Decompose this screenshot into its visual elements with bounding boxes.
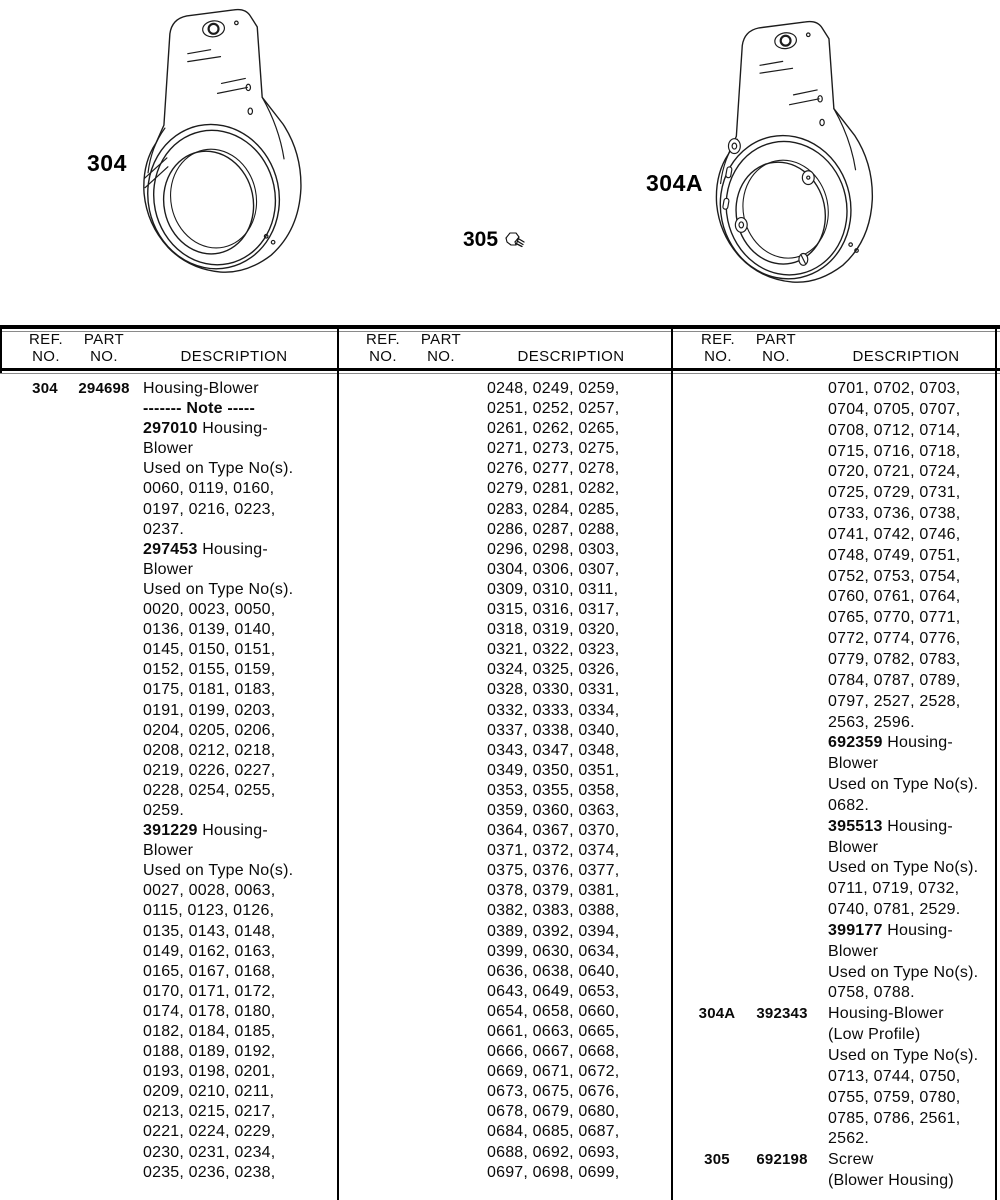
description-cell: 0673, 0675, 0676, <box>487 1083 620 1101</box>
description-cell: 0219, 0226, 0227, <box>143 761 276 779</box>
description-cell: Used on Type No(s). <box>828 1047 979 1064</box>
description-cell: 0711, 0719, 0732, <box>828 880 960 898</box>
parts-line <box>672 462 1000 483</box>
description-cell: Blower <box>828 755 879 773</box>
description-cell: Used on Type No(s). <box>143 460 294 478</box>
description-cell: 0304, 0306, 0307, <box>487 560 620 578</box>
parts-line <box>672 629 1000 650</box>
description-cell: 0170, 0171, 0172, <box>143 982 276 1000</box>
description-cell: 0725, 0729, 0731, <box>828 484 961 502</box>
parts-line <box>0 922 337 942</box>
description-cell: 0259. <box>143 801 185 819</box>
description-cell: 0328, 0330, 0331, <box>487 681 620 699</box>
parts-line <box>337 540 672 560</box>
parts-line <box>0 1062 337 1082</box>
description-cell: 0279, 0281, 0282, <box>487 480 620 498</box>
description-cell: 0283, 0284, 0285, <box>487 500 620 518</box>
description-cell: 399177 Housing- <box>828 921 953 939</box>
parts-line <box>672 587 1000 608</box>
parts-line <box>672 879 1000 900</box>
description-cell: 0165, 0167, 0168, <box>143 962 276 980</box>
description-cell: 0797, 2527, 2528, <box>828 692 961 710</box>
parts-line <box>337 439 672 459</box>
description-cell: 0758, 0788. <box>828 984 915 1002</box>
description-cell: 0378, 0379, 0381, <box>487 882 620 900</box>
description-cell: 0020, 0023, 0050, <box>143 601 276 619</box>
parts-line <box>672 838 1000 859</box>
parts-line <box>337 1143 672 1163</box>
description-cell: 0678, 0679, 0680, <box>487 1103 620 1121</box>
description-cell: 0213, 0215, 0217, <box>143 1103 276 1121</box>
description-cell: 0684, 0685, 0687, <box>487 1123 620 1141</box>
description-cell: Used on Type No(s). <box>143 862 294 880</box>
parts-line <box>0 560 337 580</box>
parts-line <box>337 741 672 761</box>
parts-line <box>672 692 1000 713</box>
description-cell: 0353, 0355, 0358, <box>487 781 620 799</box>
column-header-1 <box>0 325 335 371</box>
parts-line <box>672 421 1000 442</box>
description-cell: 0382, 0383, 0388, <box>487 902 620 920</box>
description-cell: 0060, 0119, 0160, <box>143 480 275 498</box>
description-cell: 0276, 0277, 0278, <box>487 460 620 478</box>
parts-line <box>0 962 337 982</box>
parts-line <box>337 761 672 781</box>
description-cell: 0755, 0759, 0780, <box>828 1088 961 1106</box>
parts-line <box>337 520 672 540</box>
description-cell: 0315, 0316, 0317, <box>487 601 620 619</box>
parts-line <box>337 1102 672 1122</box>
parts-line <box>672 1088 1000 1109</box>
ref-no-cell: 305 <box>704 1151 730 1169</box>
description-cell: 0733, 0736, 0738, <box>828 505 961 523</box>
parts-line <box>672 942 1000 963</box>
parts-line <box>672 525 1000 546</box>
description-cell: Blower <box>143 560 194 578</box>
parts-line <box>672 1046 1000 1067</box>
description-cell: 0248, 0249, 0259, <box>487 380 620 397</box>
ref-no-header: NO. <box>369 348 397 365</box>
description-cell: 0152, 0155, 0159, <box>143 661 276 679</box>
parts-line <box>337 660 672 680</box>
description-cell: 0145, 0150, 0151, <box>143 641 276 659</box>
parts-line <box>672 775 1000 796</box>
description-cell: 0688, 0692, 0693, <box>487 1143 620 1161</box>
parts-line <box>0 500 337 520</box>
description-cell: 0228, 0254, 0255, <box>143 781 276 799</box>
parts-line <box>0 841 337 861</box>
parts-line <box>0 379 337 399</box>
parts-line <box>337 620 672 640</box>
figure-label-305: 305 <box>463 228 499 251</box>
parts-line <box>337 881 672 901</box>
part-no-header: PART <box>420 331 462 348</box>
description-cell: 0321, 0322, 0323, <box>487 641 620 659</box>
description-cell: 0309, 0310, 0311, <box>487 580 619 598</box>
parts-line <box>672 1150 1000 1171</box>
description-cell: 0182, 0184, 0185, <box>143 1023 276 1040</box>
figure-label-304: 304 <box>87 150 127 176</box>
parts-line <box>672 1109 1000 1130</box>
parts-line <box>0 439 337 459</box>
description-cell: 0359, 0360, 0363, <box>487 801 620 819</box>
description-cell: 0136, 0139, 0140, <box>143 621 276 639</box>
parts-line <box>672 754 1000 775</box>
parts-line <box>337 1042 672 1062</box>
parts-line <box>337 379 672 399</box>
parts-line <box>0 942 337 962</box>
description-cell: 0324, 0325, 0326, <box>487 661 620 679</box>
parts-line <box>0 1122 337 1142</box>
description-cell: 0765, 0770, 0771, <box>828 609 961 627</box>
description-cell: Housing-Blower <box>828 1005 944 1023</box>
parts-line <box>0 1102 337 1122</box>
parts-line <box>337 1002 672 1022</box>
figure-label-304a: 304A <box>646 170 703 196</box>
description-cell: 0296, 0298, 0303, <box>487 540 620 558</box>
parts-line <box>337 982 672 1002</box>
description-cell: 0708, 0712, 0714, <box>828 421 961 439</box>
parts-line <box>337 841 672 861</box>
parts-line <box>672 983 1000 1004</box>
description-cell: 391229 Housing- <box>143 822 268 840</box>
description-cell: 2563, 2596. <box>828 713 915 731</box>
description-cell: 0209, 0210, 0211, <box>143 1083 275 1101</box>
parts-line <box>0 901 337 921</box>
parts-line <box>337 580 672 600</box>
description-cell: 0188, 0189, 0192, <box>143 1043 276 1061</box>
parts-line <box>0 1002 337 1022</box>
description-cell: Used on Type No(s). <box>828 859 979 877</box>
parts-line <box>0 399 337 419</box>
description-cell: 297453 Housing- <box>143 540 268 558</box>
description-header: DESCRIPTION <box>180 348 288 365</box>
part-no-header: NO. <box>427 348 455 365</box>
description-cell: 0772, 0774, 0776, <box>828 630 961 648</box>
description-cell: 0760, 0761, 0764, <box>828 588 961 606</box>
parts-line <box>337 399 672 419</box>
parts-line <box>672 650 1000 671</box>
description-cell: Used on Type No(s). <box>828 776 979 794</box>
parts-line <box>0 1082 337 1102</box>
parts-line <box>337 419 672 439</box>
description-cell: 0779, 0782, 0783, <box>828 650 961 668</box>
description-cell: 0643, 0649, 0653, <box>487 982 620 1000</box>
blower-housing-304-drawing <box>134 8 308 276</box>
description-cell: 0135, 0143, 0148, <box>143 922 276 940</box>
description-cell: 0748, 0749, 0751, <box>828 546 961 564</box>
description-cell: 0174, 0178, 0180, <box>143 1002 276 1020</box>
description-cell: 0286, 0287, 0288, <box>487 520 620 538</box>
parts-line <box>672 483 1000 504</box>
description-cell: 0399, 0630, 0634, <box>487 942 620 960</box>
parts-line <box>672 608 1000 629</box>
parts-line <box>0 680 337 700</box>
description-cell: 0701, 0702, 0703, <box>828 380 961 397</box>
parts-line <box>0 701 337 721</box>
parts-line <box>0 459 337 479</box>
parts-line <box>672 1129 1000 1150</box>
column-header-3 <box>672 325 1000 371</box>
parts-line <box>0 600 337 620</box>
parts-line <box>0 821 337 841</box>
parts-line <box>0 540 337 560</box>
description-cell: Blower <box>143 842 194 860</box>
parts-line <box>337 560 672 580</box>
parts-line <box>672 858 1000 879</box>
description-cell: Blower <box>828 942 879 960</box>
parts-line <box>337 1163 672 1183</box>
parts-line <box>0 1022 337 1042</box>
description-cell: ------- Note ----- <box>143 400 255 418</box>
parts-line <box>337 861 672 881</box>
parts-line <box>0 660 337 680</box>
parts-line <box>337 942 672 962</box>
description-cell: 0332, 0333, 0334, <box>487 701 620 719</box>
description-cell: 0191, 0199, 0203, <box>143 701 276 719</box>
description-cell: 0237. <box>143 520 185 538</box>
description-cell: Used on Type No(s). <box>828 963 979 981</box>
description-cell: 0271, 0273, 0275, <box>487 440 620 458</box>
parts-column-1 <box>0 379 337 1183</box>
part-no-header: NO. <box>90 348 118 365</box>
description-cell: 0027, 0028, 0063, <box>143 882 276 900</box>
parts-line <box>672 921 1000 942</box>
parts-line <box>672 1004 1000 1025</box>
description-cell: 0704, 0705, 0707, <box>828 400 961 418</box>
parts-line <box>0 1163 337 1183</box>
description-cell: 0149, 0162, 0163, <box>143 942 276 960</box>
parts-line <box>672 733 1000 754</box>
description-cell: 0666, 0667, 0668, <box>487 1043 620 1061</box>
description-cell: 0669, 0671, 0672, <box>487 1063 620 1081</box>
parts-line <box>672 900 1000 921</box>
parts-line <box>0 620 337 640</box>
description-cell: 0785, 0786, 2561, <box>828 1109 961 1127</box>
ref-no-header: REF. <box>700 331 736 348</box>
parts-line <box>672 671 1000 692</box>
description-cell: 395513 Housing- <box>828 817 953 835</box>
description-cell: 0661, 0663, 0665, <box>487 1023 620 1040</box>
parts-line <box>0 419 337 439</box>
description-cell: 0697, 0698, 0699, <box>487 1163 620 1181</box>
description-cell: (Blower Housing) <box>828 1172 954 1190</box>
part-no-header: PART <box>755 331 797 348</box>
description-cell: 0741, 0742, 0746, <box>828 525 961 543</box>
description-cell: 0784, 0787, 0789, <box>828 671 961 689</box>
parts-line <box>337 500 672 520</box>
description-cell: Blower <box>828 838 879 856</box>
parts-line <box>337 701 672 721</box>
description-cell: 0349, 0350, 0351, <box>487 761 620 779</box>
description-cell: 0318, 0319, 0320, <box>487 621 620 639</box>
parts-line <box>0 640 337 660</box>
ref-no-header: NO. <box>32 348 60 365</box>
description-cell: 0364, 0367, 0370, <box>487 822 620 840</box>
parts-line <box>0 761 337 781</box>
parts-line <box>0 520 337 540</box>
parts-line <box>672 713 1000 734</box>
figure-callout-305 <box>463 228 527 252</box>
parts-line <box>0 982 337 1002</box>
description-cell: 0261, 0262, 0265, <box>487 420 620 438</box>
description-cell: 0235, 0236, 0238, <box>143 1163 276 1181</box>
part-no-header: NO. <box>762 348 790 365</box>
parts-column-3 <box>672 379 1000 1192</box>
parts-line <box>672 546 1000 567</box>
parts-line <box>337 781 672 801</box>
description-cell: 0197, 0216, 0223, <box>143 500 276 518</box>
parts-line <box>672 963 1000 984</box>
parts-line <box>0 479 337 499</box>
parts-line <box>0 1143 337 1163</box>
parts-line <box>0 881 337 901</box>
parts-line <box>337 600 672 620</box>
parts-line <box>672 400 1000 421</box>
parts-line <box>672 442 1000 463</box>
description-cell: 0221, 0224, 0229, <box>143 1123 276 1141</box>
description-cell: 0337, 0338, 0340, <box>487 721 620 739</box>
part-no-cell: 294698 <box>78 380 130 397</box>
description-cell: Blower <box>143 440 194 458</box>
description-cell: 0343, 0347, 0348, <box>487 741 620 759</box>
header-bottom-rule-thin <box>0 373 1000 374</box>
description-header: DESCRIPTION <box>517 348 625 365</box>
parts-line <box>337 1122 672 1142</box>
parts-line <box>672 504 1000 525</box>
parts-line <box>0 801 337 821</box>
description-cell: 0740, 0781, 2529. <box>828 901 961 919</box>
parts-line <box>672 1067 1000 1088</box>
parts-line <box>337 821 672 841</box>
parts-line <box>0 781 337 801</box>
description-cell: Housing-Blower <box>143 380 259 397</box>
parts-line <box>337 1062 672 1082</box>
parts-line <box>672 379 1000 400</box>
description-cell: 692359 Housing- <box>828 734 953 752</box>
description-cell: 0193, 0198, 0201, <box>143 1063 276 1081</box>
part-no-header: PART <box>83 331 125 348</box>
parts-line <box>337 1022 672 1042</box>
parts-line <box>337 962 672 982</box>
description-cell: Used on Type No(s). <box>143 580 294 598</box>
description-cell: 0375, 0376, 0377, <box>487 862 620 880</box>
parts-line <box>0 861 337 881</box>
description-cell: 0175, 0181, 0183, <box>143 681 276 699</box>
description-cell: 0720, 0721, 0724, <box>828 463 961 481</box>
parts-line <box>0 1042 337 1062</box>
description-cell: 0251, 0252, 0257, <box>487 400 620 418</box>
description-cell: 0654, 0658, 0660, <box>487 1002 620 1020</box>
parts-line <box>337 459 672 479</box>
parts-line <box>0 721 337 741</box>
part-no-cell: 392343 <box>756 1005 808 1023</box>
description-cell: 0389, 0392, 0394, <box>487 922 620 940</box>
parts-line <box>0 580 337 600</box>
description-header: DESCRIPTION <box>852 348 960 365</box>
description-cell: 0715, 0716, 0718, <box>828 442 961 460</box>
parts-line <box>0 741 337 761</box>
description-cell: 0713, 0744, 0750, <box>828 1067 961 1085</box>
parts-line <box>337 680 672 700</box>
parts-line <box>337 640 672 660</box>
description-cell: 0208, 0212, 0218, <box>143 741 276 759</box>
parts-line <box>672 567 1000 588</box>
parts-line <box>672 1171 1000 1192</box>
description-cell: 297010 Housing- <box>143 420 268 438</box>
ref-no-header: REF. <box>28 331 64 348</box>
parts-line <box>337 922 672 942</box>
description-cell: 0752, 0753, 0754, <box>828 567 961 585</box>
part-no-cell: 692198 <box>756 1151 808 1169</box>
ref-no-cell: 304A <box>698 1005 736 1023</box>
ref-no-cell: 304 <box>32 380 58 397</box>
hex-screw-icon <box>503 229 527 251</box>
parts-line <box>337 801 672 821</box>
ref-no-header: REF. <box>365 331 401 348</box>
parts-line <box>337 721 672 741</box>
description-cell: 2562. <box>828 1130 870 1148</box>
parts-line <box>672 1025 1000 1046</box>
description-cell: 0636, 0638, 0640, <box>487 962 620 980</box>
description-cell: (Low Profile) <box>828 1026 921 1044</box>
parts-line <box>337 901 672 921</box>
ref-no-header: NO. <box>704 348 732 365</box>
parts-column-2 <box>337 379 672 1183</box>
parts-line <box>337 479 672 499</box>
blower-housing-304a-drawing <box>706 20 880 286</box>
description-cell: 0204, 0205, 0206, <box>143 721 276 739</box>
description-cell: Screw <box>828 1151 874 1169</box>
description-cell: 0682. <box>828 796 870 814</box>
description-cell: 0230, 0231, 0234, <box>143 1143 276 1161</box>
parts-line <box>672 796 1000 817</box>
description-cell: 0115, 0123, 0126, <box>143 902 275 920</box>
parts-line <box>672 817 1000 838</box>
parts-line <box>337 1082 672 1102</box>
column-header-2 <box>337 325 672 371</box>
description-cell: 0371, 0372, 0374, <box>487 842 620 860</box>
